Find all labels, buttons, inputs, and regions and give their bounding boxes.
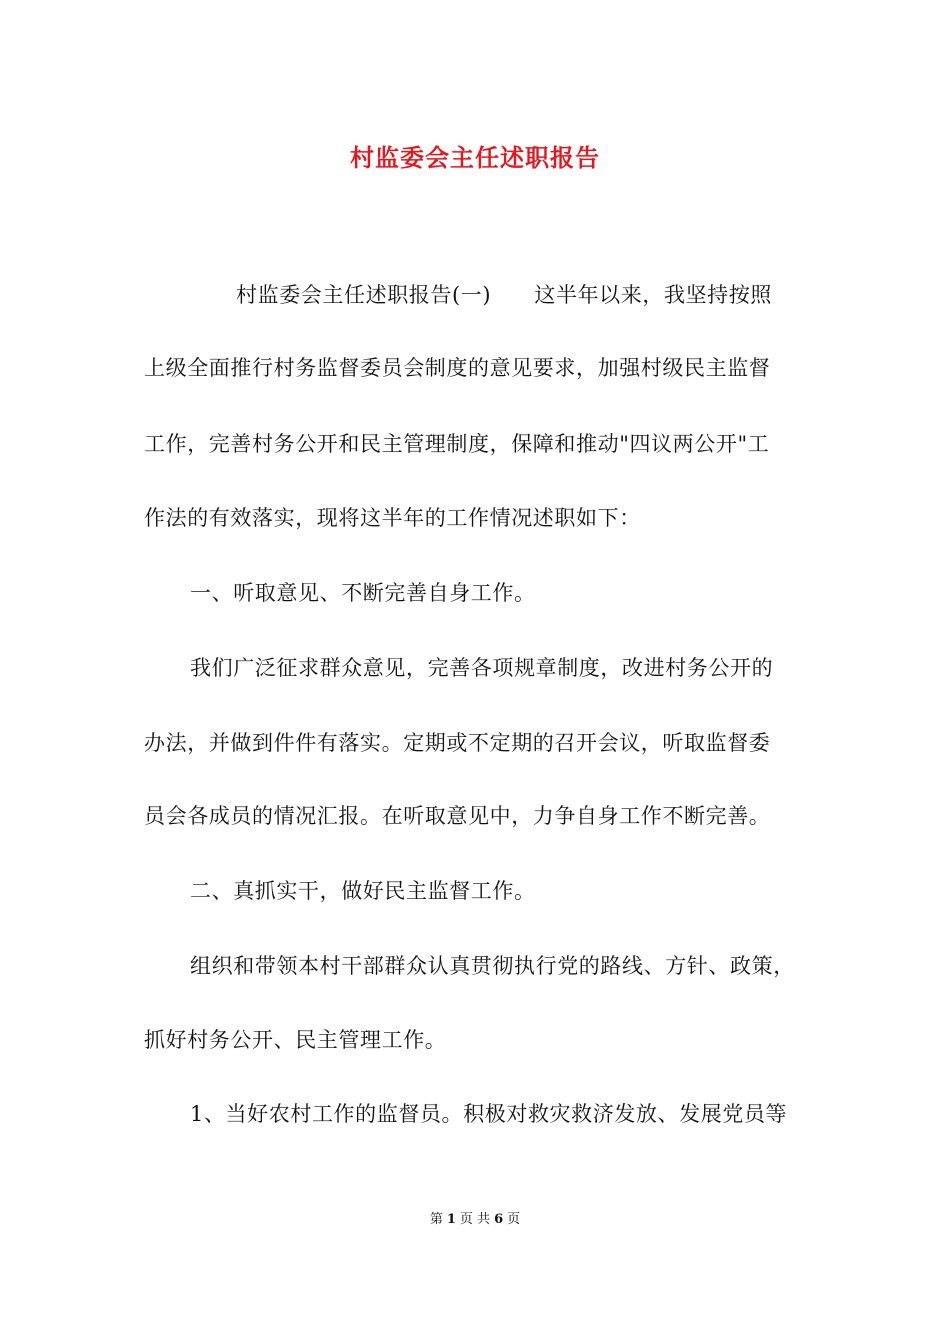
footer-suffix: 页 bbox=[507, 1212, 521, 1227]
footer-total-pages: 6 bbox=[494, 1212, 504, 1227]
section-heading-1: 一、听取意见、不断完善自身工作。 bbox=[190, 581, 536, 605]
footer-prefix: 第 bbox=[429, 1212, 443, 1227]
body-line-12: 1、当好农村工作的监督员。积极对救灾救济发放、发展党员等 bbox=[190, 1102, 788, 1126]
body-line-7: 办法，并做到件件有落实。定期或不定期的召开会议，听取监督委 bbox=[144, 731, 771, 755]
section-heading-2: 二、真抓实干，做好民主监督工作。 bbox=[190, 879, 536, 903]
footer-middle: 页 共 bbox=[459, 1212, 491, 1227]
body-line-1: 村监委会主任述职报告(一) 这半年以来，我坚持按照 bbox=[236, 283, 772, 307]
body-line-8: 员会各成员的情况汇报。在听取意见中，力争自身工作不断完善。 bbox=[144, 804, 771, 828]
body-line-3: 工作，完善村务公开和民主管理制度，保障和推动"四议两公开"工 bbox=[144, 432, 770, 456]
page-footer bbox=[0, 1208, 950, 1227]
body-line-11: 抓好村务公开、民主管理工作。 bbox=[144, 1028, 447, 1052]
document-title: 村监委会主任述职报告 bbox=[350, 143, 600, 172]
body-line-10: 组织和带领本村干部群众认真贯彻执行党的路线、方针、政策， bbox=[190, 954, 795, 978]
body-line-2: 上级全面推行村务监督委员会制度的意见要求，加强村级民主监督 bbox=[144, 356, 771, 380]
body-line-4: 作法的有效落实，现将这半年的工作情况述职如下： bbox=[144, 506, 641, 530]
footer-page-number: 1 bbox=[446, 1212, 456, 1227]
body-line-6: 我们广泛征求群众意见，完善各项规章制度，改进村务公开的 bbox=[190, 656, 774, 680]
